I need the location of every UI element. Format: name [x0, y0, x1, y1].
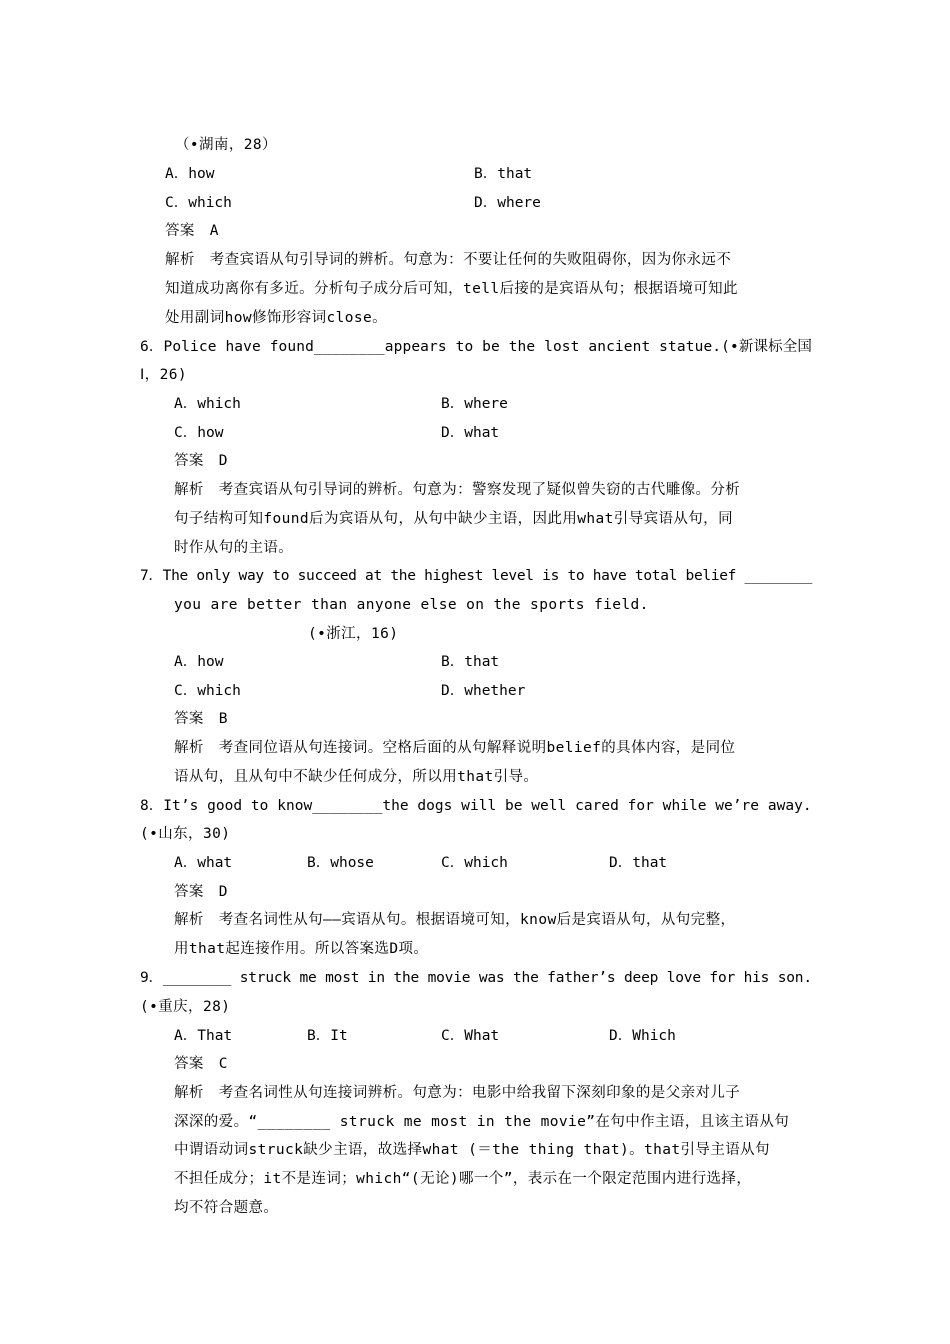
- q8-stem-line: (•山东，30): [140, 826, 231, 842]
- q6-stem-line: 6．Police have found________appears to be the lost ancient statue.(•新课标全国: [140, 339, 812, 355]
- q6-option-c: C．how: [174, 425, 224, 441]
- q7-option-b: B．that: [441, 654, 500, 670]
- q6-option-b: B．where: [441, 396, 508, 412]
- q9-analysis-line: 中谓语动词struck缺少主语，故选择what (＝the thing that)。that引导主语从句: [174, 1142, 770, 1158]
- q7-analysis-line: 解析 考查同位语从句连接词。空格后面的从句解释说明belief的具体内容，是同位: [174, 740, 736, 756]
- q9-answer: 答案 C: [174, 1056, 228, 1072]
- q9-analysis-line: 深深的爱。“________ struck me most in the movie”在句中作主语，且该主语从句: [174, 1114, 790, 1130]
- q6-stem-line: Ⅰ，26): [140, 367, 187, 383]
- q6-analysis-line: 句子结构可知found后为宾语从句，从句中缺少主语，因此用what引导宾语从句，同: [174, 511, 733, 527]
- q7-answer: 答案 B: [174, 711, 228, 727]
- q5-option-c: C．which: [165, 195, 232, 211]
- q7-stem-line: 7．The only way to succeed at the highest level is to have total belief ________: [140, 568, 813, 584]
- q8-analysis-line: 解析 考查名词性从句——宾语从句。根据语境可知，know后是宾语从句，从句完整，: [174, 912, 736, 928]
- q5-option-b: B．that: [474, 166, 533, 182]
- q8-option-d: D．that: [609, 855, 668, 871]
- q5-answer: 答案 A: [165, 223, 219, 239]
- q7-source: (•浙江，16): [308, 626, 399, 642]
- q5-analysis-line: 处用副词how修饰形容词close。: [165, 310, 388, 326]
- q9-analysis-line: 解析 考查名词性从句连接词辨析。句意为：电影中给我留下深刻印象的是父亲对儿子: [174, 1085, 741, 1101]
- q7-option-d: D．whether: [441, 683, 526, 699]
- q8-option-b: B．whose: [307, 855, 374, 871]
- q8-analysis-line: 用that起连接作用。所以答案选D项。: [174, 941, 429, 957]
- q6-analysis-line: 时作从句的主语。: [174, 540, 294, 556]
- q5-option-a: A．how: [165, 166, 215, 182]
- q9-option-a: A．That: [174, 1028, 233, 1044]
- q5-source: （•湖南，28）: [175, 137, 277, 153]
- q8-stem-line: 8．It’s good to know________the dogs will be well cared for while we’re away.: [140, 798, 812, 814]
- q7-analysis-line: 语从句，且从句中不缺少任何成分，所以用that引导。: [174, 769, 539, 785]
- q9-stem-line: 9．________ struck me most in the movie was the father’s deep love for his son.: [140, 970, 812, 986]
- q7-option-a: A．how: [174, 654, 224, 670]
- q9-analysis-line: 不担任成分；it不是连词；which“(无论)哪一个”，表示在一个限定范围内进行选择，: [174, 1171, 752, 1187]
- q5-analysis-line: 解析 考查宾语从句引导词的辨析。句意为：不要让任何的失败阻碍你，因为你永远不: [165, 252, 732, 268]
- q8-option-c: C．which: [441, 855, 508, 871]
- q9-stem-line: (•重庆，28): [140, 999, 231, 1015]
- q9-analysis-line: 均不符合题意。: [174, 1200, 279, 1216]
- q8-option-a: A．what: [174, 855, 233, 871]
- q6-option-d: D．what: [441, 425, 500, 441]
- q9-option-b: B．It: [307, 1028, 348, 1044]
- q7-option-c: C．which: [174, 683, 241, 699]
- q7-stem-line: you are better than anyone else on the sports field.: [174, 597, 649, 613]
- q6-analysis-line: 解析 考查宾语从句引导词的辨析。句意为：警察发现了疑似曾失窃的古代雕像。分析: [174, 482, 741, 498]
- q6-answer: 答案 D: [174, 453, 228, 469]
- q6-option-a: A．which: [174, 396, 241, 412]
- q9-option-c: C．What: [441, 1028, 500, 1044]
- q5-option-d: D．where: [474, 195, 541, 211]
- q9-option-d: D．Which: [609, 1028, 676, 1044]
- q8-answer: 答案 D: [174, 884, 228, 900]
- q5-analysis-line: 知道成功离你有多近。分析句子成分后可知，tell后接的是宾语从句；根据语境可知此: [165, 281, 738, 297]
